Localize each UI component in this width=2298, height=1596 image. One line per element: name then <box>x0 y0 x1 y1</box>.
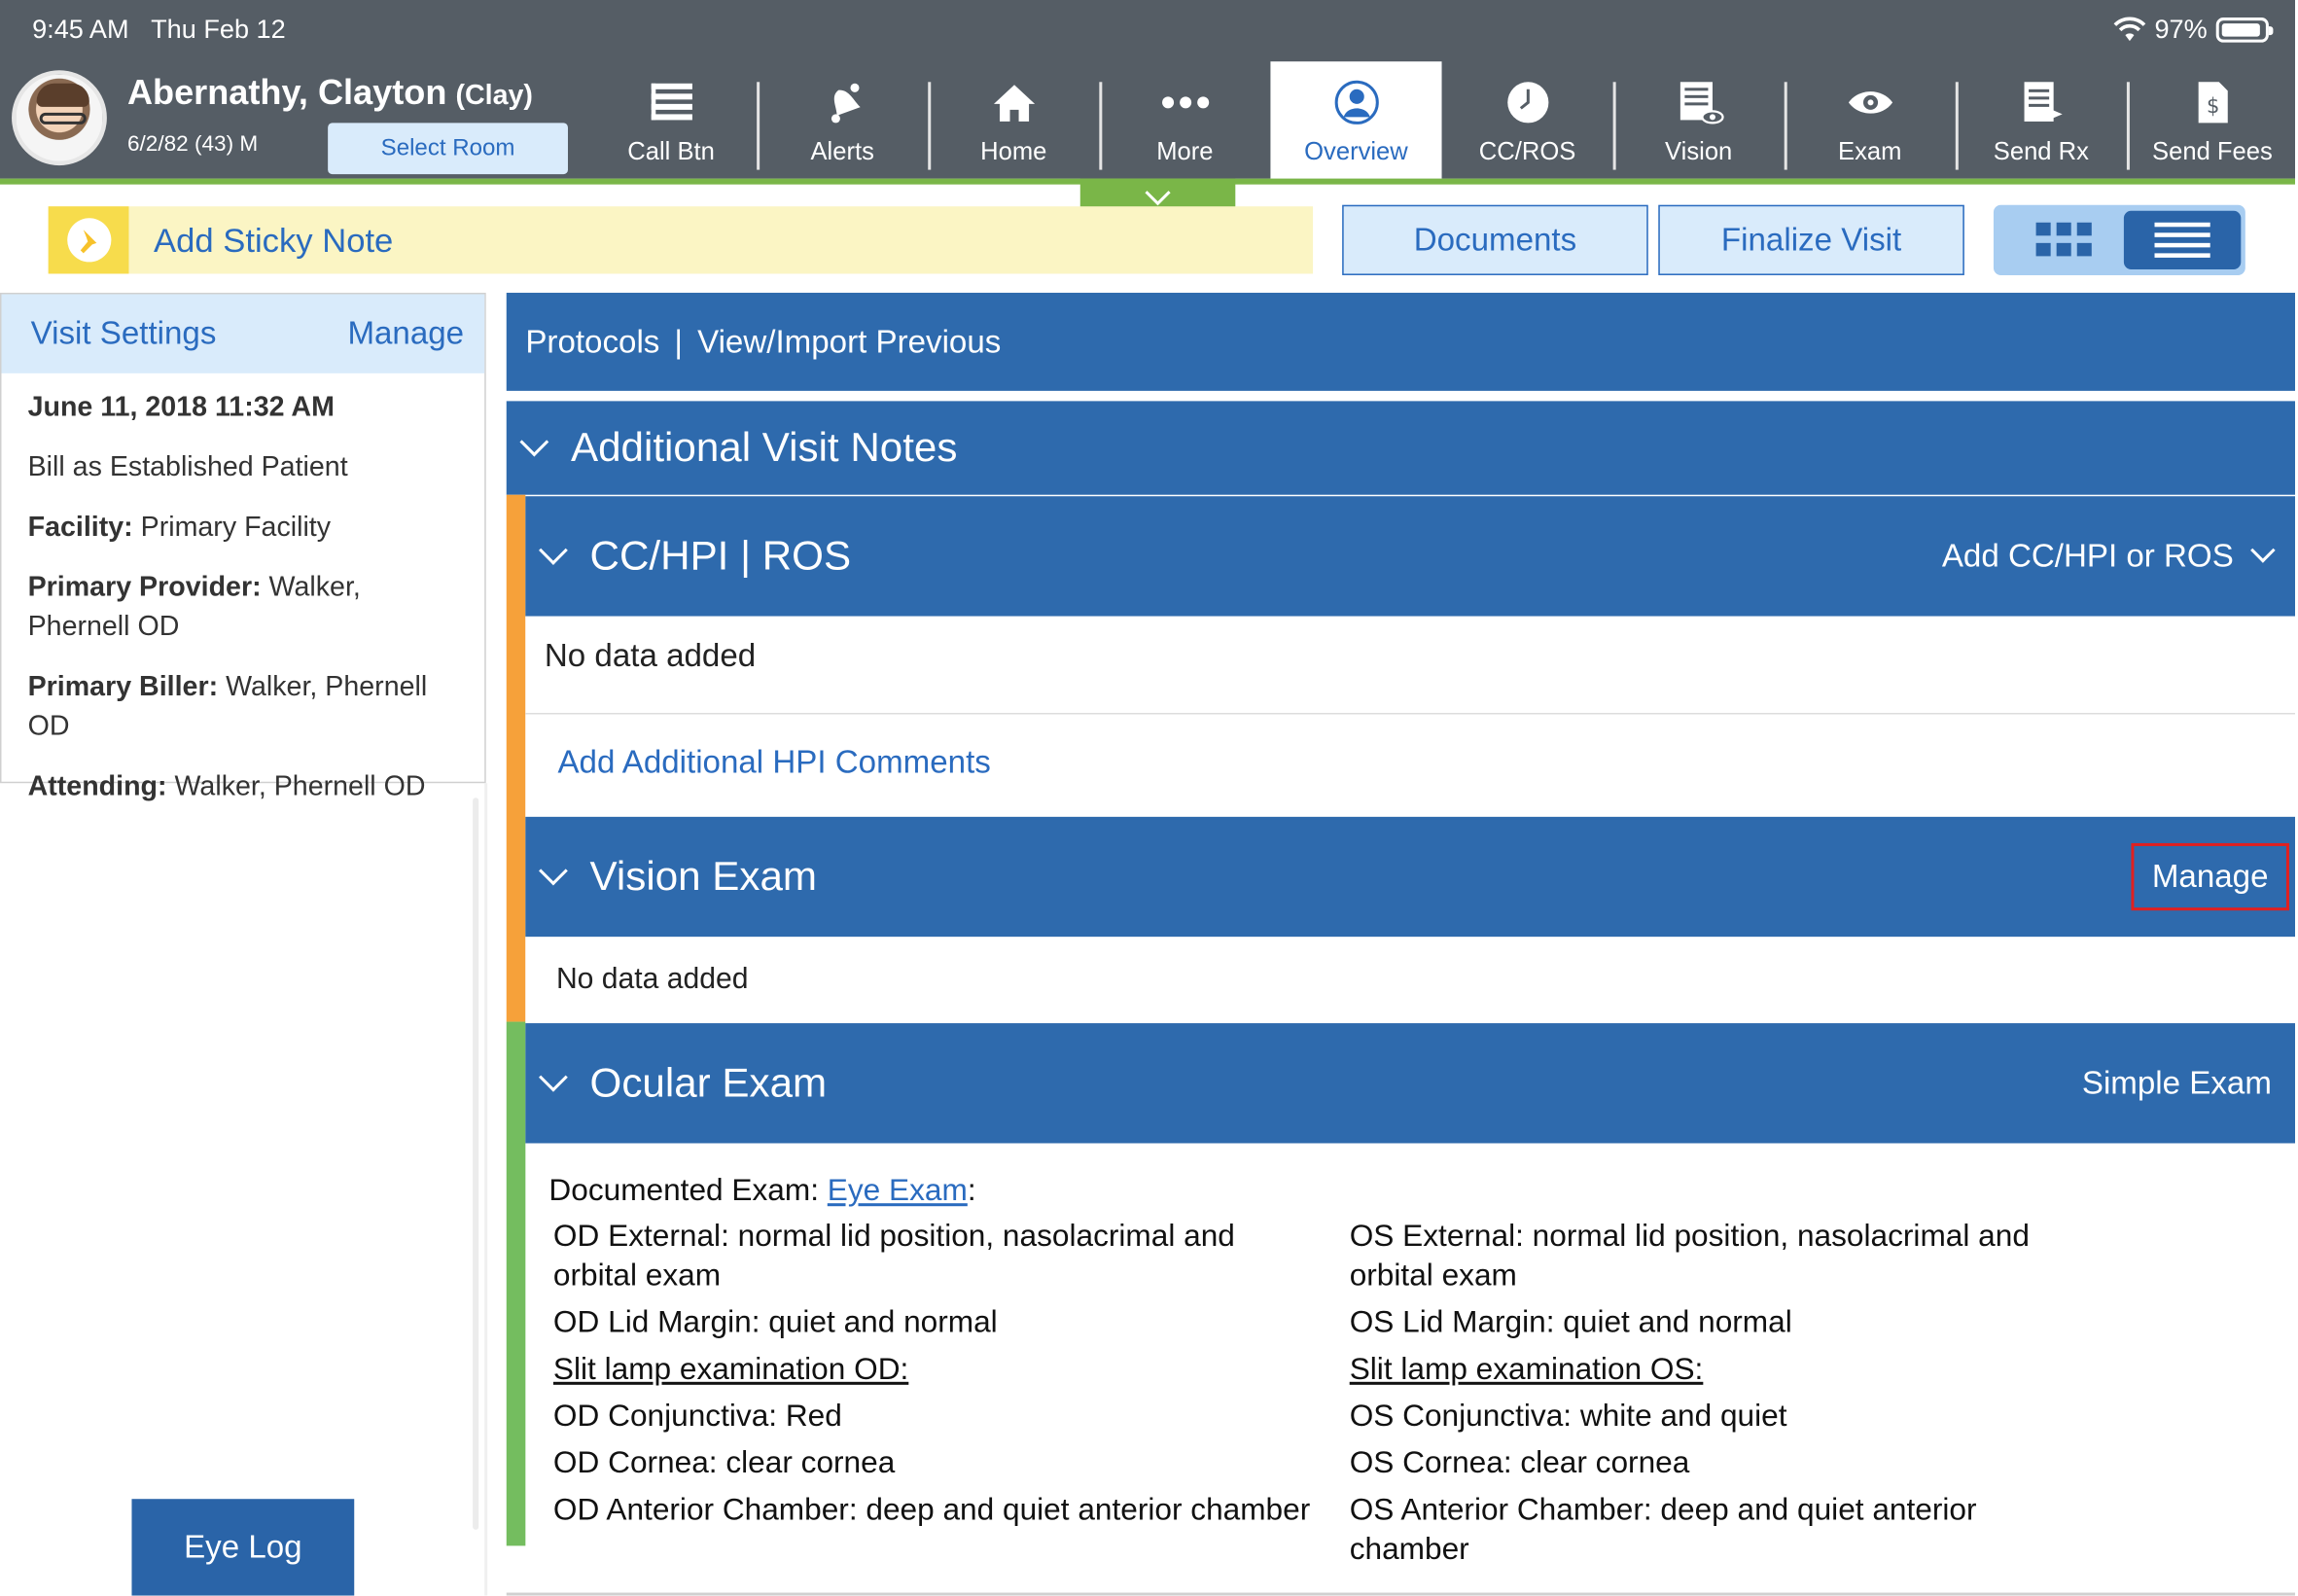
chevron-down-icon <box>1143 189 1172 206</box>
grid-icon <box>2036 223 2092 258</box>
biller-label: Primary Biller: <box>27 671 219 703</box>
ocular-exam-title: Ocular Exam <box>589 1059 828 1106</box>
visit-settings-manage-link[interactable]: Manage <box>347 314 465 352</box>
os-slit-lamp-heading: Slit lamp examination OS: <box>1349 1352 1704 1387</box>
additional-visit-notes-title: Additional Visit Notes <box>570 424 958 471</box>
cc-hpi-separator <box>525 713 2295 715</box>
chevron-down-icon <box>539 1063 568 1092</box>
ocular-exam-body <box>548 1171 2290 1567</box>
select-room-button[interactable]: Select Room <box>328 123 568 174</box>
view-toggle <box>1994 205 2245 275</box>
attending-value: Walker, Phernell OD <box>174 771 426 802</box>
cc-hpi-no-data: No data added <box>544 636 757 674</box>
add-cc-hpi-or-ros-label: Add CC/HPI or ROS <box>1941 537 2234 574</box>
nav-more[interactable] <box>1099 61 1270 178</box>
patient-dob: 6/2/82 (43) M <box>126 131 259 158</box>
protocols-link[interactable]: Protocols <box>525 322 660 360</box>
visit-datetime: June 11, 2018 11:32 AM <box>27 392 335 423</box>
cc-hpi-ros-header[interactable] <box>525 496 2295 616</box>
add-additional-hpi-comments-link[interactable]: Add Additional HPI Comments <box>557 743 991 781</box>
facility-value: Primary Facility <box>140 512 332 544</box>
visit-settings-title: Visit Settings <box>30 314 217 352</box>
finalize-visit-button[interactable]: Finalize Visit <box>1658 205 1964 275</box>
battery-icon <box>2216 18 2269 43</box>
chevron-down-icon <box>2250 538 2276 563</box>
clock-text: 9:45 AM <box>32 15 129 45</box>
eye-log-button[interactable]: Eye Log <box>131 1499 354 1595</box>
nav-label: More <box>1156 137 1214 166</box>
left-panel <box>0 293 486 1596</box>
nav-send-fees[interactable] <box>2127 61 2298 178</box>
grid-view-button[interactable] <box>2005 212 2122 267</box>
os-external: OS External: normal lid position, nasolacrimal and orbital exam <box>1349 1219 2030 1294</box>
nav-label: Send Fees <box>2152 137 2273 166</box>
nav-label: CC/ROS <box>1478 137 1576 166</box>
top-bar <box>0 0 2295 179</box>
visit-settings-header <box>2 295 485 373</box>
provider-label: Primary Provider: <box>27 572 262 604</box>
list-icon <box>2155 223 2210 258</box>
nav-home[interactable] <box>928 61 1099 178</box>
documented-exam-line <box>548 1171 2290 1211</box>
provider-value: Walker, Phernell OD <box>27 572 361 643</box>
os-lid-margin: OS Lid Margin: quiet and normal <box>1349 1305 1792 1340</box>
attending-label: Attending: <box>27 771 167 802</box>
ocular-exam-header[interactable] <box>525 1023 2295 1143</box>
nav-send-rx[interactable] <box>1956 61 2127 178</box>
list-view-button[interactable] <box>2124 211 2241 269</box>
date-text: Thu Feb 12 <box>151 15 286 45</box>
od-external: OD External: normal lid position, nasolacrimal and orbital exam <box>552 1219 1235 1294</box>
od-anterior-chamber: OD Anterior Chamber: deep and quiet anterior chamber <box>552 1493 1311 1527</box>
biller-value: Walker, Phernell OD <box>27 671 428 743</box>
clock-icon <box>1501 76 1553 128</box>
os-cornea: OS Cornea: clear cornea <box>1349 1446 1690 1480</box>
nav-alerts[interactable] <box>757 61 928 178</box>
documented-exam-label: Documented Exam: <box>548 1174 819 1208</box>
od-slit-lamp-heading: Slit lamp examination OD: <box>552 1352 909 1387</box>
nav-overview[interactable] <box>1270 61 1441 178</box>
cc-hpi-body <box>525 617 2295 817</box>
os-column <box>1350 1217 2052 1577</box>
simple-exam-button[interactable]: Simple Exam <box>2081 1064 2272 1101</box>
person-icon <box>1329 76 1382 128</box>
green-accent-bar <box>507 1022 526 1546</box>
bell-icon <box>816 76 868 128</box>
wifi-icon <box>2113 18 2145 42</box>
patient-name[interactable] <box>127 73 533 114</box>
documented-exam-colon: : <box>967 1174 976 1208</box>
call-button-icon <box>645 76 697 128</box>
chevron-down-icon <box>539 536 568 565</box>
os-anterior-chamber: OS Anterior Chamber: deep and quiet anterior chamber <box>1349 1493 1977 1567</box>
visit-settings-body <box>2 373 485 842</box>
nav-label: Call Btn <box>627 137 715 166</box>
bill-as-text: Bill as Established Patient <box>27 452 348 483</box>
vision-exam-title: Vision Exam <box>589 853 818 900</box>
view-import-previous-link[interactable]: View/Import Previous <box>697 322 1002 360</box>
additional-visit-notes-header[interactable] <box>507 401 2295 494</box>
main-nav <box>585 61 2298 178</box>
vision-exam-no-data: No data added <box>555 963 749 996</box>
cc-hpi-ros-title: CC/HPI | ROS <box>589 532 852 579</box>
eye-icon <box>1844 76 1896 128</box>
vision-exam-manage-button[interactable]: Manage <box>2131 843 2289 910</box>
od-column <box>553 1217 1315 1538</box>
nav-label: Exam <box>1838 137 1902 166</box>
status-indicators <box>2113 15 2269 46</box>
protocols-bar <box>507 293 2295 391</box>
documents-button[interactable]: Documents <box>1342 205 1648 275</box>
sticky-note-bar[interactable] <box>49 206 1313 273</box>
home-icon <box>987 76 1040 128</box>
pin-icon <box>49 206 129 273</box>
add-sticky-note-label: Add Sticky Note <box>154 221 394 260</box>
nav-cc-ros[interactable] <box>1442 61 1613 178</box>
od-lid-margin: OD Lid Margin: quiet and normal <box>552 1305 998 1340</box>
nav-label: Send Rx <box>1993 137 2089 166</box>
vision-exam-header[interactable] <box>525 817 2295 937</box>
orange-accent-bar <box>507 495 526 1022</box>
nav-exam[interactable] <box>1785 61 1956 178</box>
chevron-down-icon <box>519 428 548 457</box>
patient-name-text: Abernathy, Clayton <box>126 73 447 113</box>
nav-label: Home <box>980 137 1047 166</box>
facility-label: Facility: <box>27 512 133 544</box>
left-scrollbar[interactable] <box>473 798 478 1530</box>
send-fees-icon <box>2186 76 2239 128</box>
od-conjunctiva: OD Conjunctiva: Red <box>552 1399 842 1434</box>
vision-exam-body <box>525 937 2295 1021</box>
more-dots-icon <box>1158 76 1211 128</box>
avatar[interactable] <box>12 70 107 165</box>
visit-settings-card <box>0 293 486 802</box>
eye-exam-link[interactable]: Eye Exam <box>827 1174 968 1208</box>
nav-label: Vision <box>1665 137 1733 166</box>
battery-percent: 97% <box>2154 15 2208 45</box>
nav-label: Overview <box>1304 137 1408 166</box>
vision-chart-icon <box>1673 76 1725 128</box>
nav-vision[interactable] <box>1613 61 1785 178</box>
patient-nickname: (Clay) <box>455 80 533 112</box>
nav-call-btn[interactable] <box>585 61 757 178</box>
svg-text:$: $ <box>2206 92 2219 118</box>
chevron-down-icon <box>539 857 568 886</box>
content-bottom-border <box>507 1593 2295 1596</box>
os-conjunctiva: OS Conjunctiva: white and quiet <box>1349 1399 1787 1434</box>
send-rx-icon <box>2015 76 2068 128</box>
protocols-separator: | <box>674 322 684 360</box>
add-cc-hpi-or-ros-button[interactable] <box>1942 537 2272 575</box>
od-cornea: OD Cornea: clear cornea <box>552 1446 896 1480</box>
status-time <box>32 15 286 46</box>
left-divider <box>484 783 487 1595</box>
nav-label: Alerts <box>810 137 874 166</box>
